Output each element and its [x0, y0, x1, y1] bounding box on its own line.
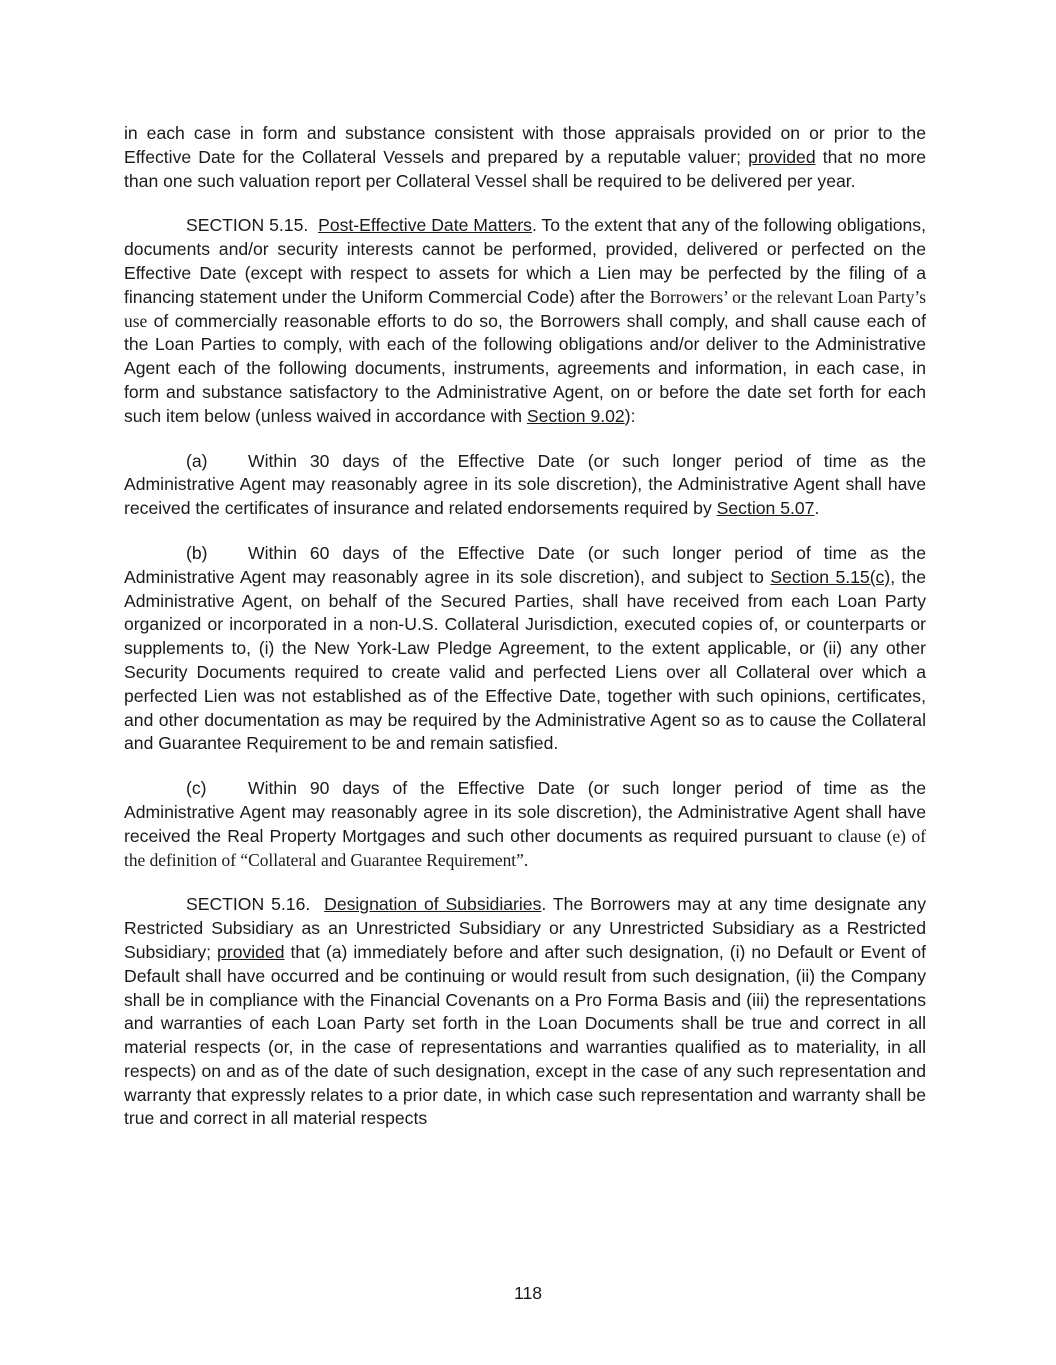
section-5-16-heading: Designation of Subsidiaries: [324, 894, 542, 915]
clause-c-label: (c): [186, 778, 207, 799]
section-5-16-paragraph: SECTION 5.16. Designation of Subsidiaries. The Borrowers may at any time designate any Restricted Subsidiary as an Unrestricted Subsidiary or any Unrestricted Subsidiary as a Restricted Subsidiary; provided that (a) immediately before and after such designation, (i) no Default or Event of Default shall have occurred and be continuing or would result from such designation, (ii) the Company shall be in compliance with the Financial Covenants on a Pro Forma Basis and (iii) the representations and warranties of each Loan Party set forth in the Loan Documents shall be true and correct in all material respects (or, in the case of representations and warranties qualified as to materiality, in all respects) on and as of the date of such designation, except in the case of any such representation and warranty that expressly relates to a prior date, in which case such representation and warranty shall be true and correct in all material respects: [124, 894, 927, 1129]
provided-term: provided: [748, 146, 816, 167]
section-9-02-reference: Section 9.02: [526, 405, 625, 426]
clause-a-paragraph: (a) Within 30 days of the Effective Date (or such longer period of time as the Administrative Agent may reasonably agree in its sole discretion), the Administrative Agent shall have received the certificates of insurance and related endorsements required by Section 5.07.: [124, 450, 926, 519]
section-5-16-number: SECTION 5.16.: [186, 894, 311, 915]
page-number: 118: [513, 1283, 543, 1303]
section-5-15-heading: Post-Effective Date Matters: [318, 215, 532, 236]
section-5-07-reference: Section 5.07: [716, 498, 815, 519]
intro-paragraph: in each case in form and substance consistent with those appraisals provided on or prior to the Effective Date for the Collateral Vessels and prepared by a reputable valuer; provided that no more than one such valuation report per Collateral Vessel shall be required to be delivered per year.: [124, 123, 926, 191]
section-5-15-paragraph: SECTION 5.15. Post-Effective Date Matters. To the extent that any of the following obligations, documents and/or security interests cannot be performed, provided, delivered or perfected on the Effective Date (except with respect to assets for which a Lien may be perfected by the filing of a financing statement under the Uniform Commercial Code) after the Borrowers’ or the relevant Loan Party’s use of commercially reasonable efforts to do so, the Borrowers shall comply, and shall cause each of the Loan Parties to comply, with each of the following obligations and/or deliver to the Administrative Agent each of the following documents, instruments, agreements and information, in each case, in form and substance satisfactory to the Administrative Agent, on or before the date set forth for each such item below (unless waived in accordance with Section 9.02):: [124, 215, 926, 426]
section-5-15c-reference: Section 5.15(c): [770, 566, 891, 587]
document-page: [124, 122, 926, 1152]
clause-b-label: (b): [186, 542, 208, 563]
section-5-15-number: SECTION 5.15.: [186, 215, 309, 236]
clause-c-paragraph: (c) Within 90 days of the Effective Date (or such longer period of time as the Administrative Agent may reasonably agree in its sole discretion), the Administrative Agent shall have received the Real Property Mortgages and such other documents as required pursuant to clause (e) of the definition of “Collateral and Guarantee Requirement”.: [124, 778, 926, 870]
clause-b-paragraph: (b) Within 60 days of the Effective Date (or such longer period of time as the Administrative Agent may reasonably agree in its sole discretion), and subject to Section 5.15(c), the Administrative Agent, on behalf of the Secured Parties, shall have received from each Loan Party organized or incorporated in a non-U.S. Collateral Jurisdiction, executed copies of, or counterparts or supplements to, (i) the New York-Law Pledge Agreement, to the extent applicable, or (ii) any other Security Documents required to create valid and perfected Liens over all Collateral over which a perfected Lien was not established as of the Effective Date, together with such opinions, certificates, and other documentation as may be required by the Administrative Agent so as to cause the Collateral and Guarantee Requirement to be and remain satisfied.: [124, 542, 926, 754]
provided-term: provided: [217, 941, 285, 962]
clause-a-label: (a): [186, 450, 208, 471]
